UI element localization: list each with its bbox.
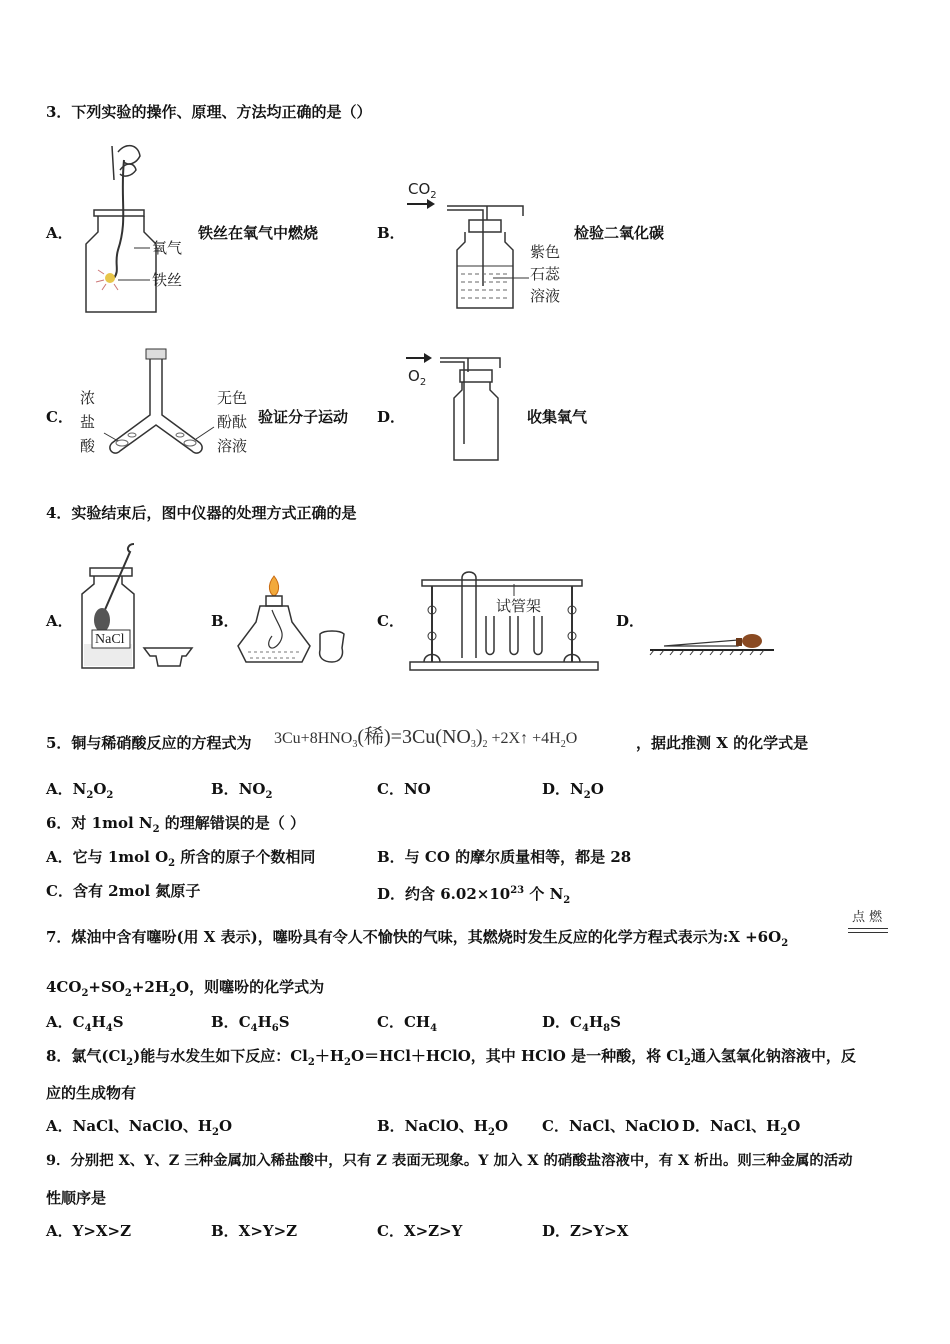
q3-a-label-oxygen: 氧气 <box>152 239 183 257</box>
q3-c-letter: C． <box>46 408 73 426</box>
q3-b-label-solution: 溶液 <box>530 287 561 305</box>
q9-option-c: C．X>Z>Y <box>377 1222 463 1240</box>
q5-option-b: B．$NO_2$ <box>211 780 273 801</box>
q9-option-a: A．Y>X>Z <box>46 1222 132 1240</box>
q3-b-label-litmus: 石蕊 <box>530 265 561 283</box>
q3-a-caption: 铁丝在氧气中燃烧 <box>198 224 319 242</box>
q3-b-gas: $CO_2$ <box>408 180 437 201</box>
q5-option-d: D．$N_2O$ <box>542 780 604 801</box>
q7-reaction-arrow-line-bottom <box>848 932 888 933</box>
q6-option-d: D．约含 $6.02\times 10^{23}$ 个 $N_2$ <box>377 885 571 906</box>
q8-stem-line2: 应的生成物有 <box>46 1084 137 1102</box>
test-tube-rack-figure <box>406 566 602 676</box>
q3-a-letter: A． <box>46 224 73 242</box>
q8-option-c: C．NaCl、NaClO <box>542 1117 680 1135</box>
q5-stem-post: ，据此推测 X 的化学式是 <box>636 734 809 752</box>
dropper-on-table-figure <box>648 628 776 656</box>
q4-a-letter: A． <box>46 612 73 630</box>
q3-c-right-3: 溶液 <box>217 437 248 455</box>
q8-stem-line1: 8．氯气$(Cl_2)$能与水发生如下反应：$Cl_2+H_2O=HCl+HClO$，其中 HClO 是一种酸，将 $Cl_2$通入氢氧化钠溶液中，反 <box>46 1047 856 1068</box>
q5-option-c: C．NO <box>377 780 431 798</box>
q7-reaction-arrow-line-top <box>848 928 888 929</box>
q6-stem: 6．对 1mol $N_2$ 的理解错误的是（ ） <box>46 814 306 835</box>
q3-a-label-iron: 铁丝 <box>152 271 183 289</box>
q8-option-d: D．NaCl、$H_2O$ <box>682 1117 801 1138</box>
nacl-reagent-bottle-figure <box>74 540 204 672</box>
q5-option-a: A．$N_2O_2$ <box>46 780 114 801</box>
q4-c-rack-label: 试管架 <box>496 597 542 615</box>
q7-option-b: B．$C_4H_6S$ <box>211 1013 290 1034</box>
q3-b-caption: 检验二氧化碳 <box>574 224 665 242</box>
q5-equation: $3Cu+8HNO_3$(稀)$=3Cu(NO_3)_2$ +2X↑ $+4H_2O$ <box>274 726 578 751</box>
q4-a-bottle-label: NaCl <box>95 632 125 647</box>
q3-c-right-1: 无色 <box>217 389 248 407</box>
q4-d-letter: D． <box>616 612 645 630</box>
q6-option-b: B．与 CO 的摩尔质量相等，都是 28 <box>377 848 632 866</box>
q5-stem-pre: 5．铜与稀硝酸反应的方程式为 <box>46 734 252 752</box>
q7-option-a: A．$C_4H_4S$ <box>46 1013 124 1034</box>
q4-b-letter: B． <box>211 612 239 630</box>
q7-condition-ignite: 点 燃 <box>852 910 883 925</box>
q8-option-b: B．NaClO、$H_2O$ <box>377 1117 509 1138</box>
q3-d-caption: 收集氧气 <box>527 408 588 426</box>
q4-c-letter: C． <box>377 612 404 630</box>
q9-option-b: B．X>Y>Z <box>211 1222 298 1240</box>
q3-c-caption: 验证分子运动 <box>258 408 349 426</box>
oxygen-collection-bottle-figure <box>404 348 514 466</box>
q3-d-letter: D． <box>377 408 406 426</box>
q3-b-letter: B． <box>377 224 405 242</box>
q3-c-left-1: 浓 <box>80 389 96 407</box>
q3-b-label-purple: 紫色 <box>530 243 561 261</box>
q9-stem-line1: 9．分别把 X、Y、Z 三种金属加入稀盐酸中，只有 Z 表面无现象。Y 加入 X 的硝酸盐溶液中，有 X 析出。则三种金属的活动 <box>46 1152 853 1169</box>
q9-option-d: D．Z>Y>X <box>542 1222 629 1240</box>
q3-c-left-3: 酸 <box>80 437 96 455</box>
q3-stem: 3．下列实验的操作、原理、方法均正确的是（） <box>46 103 372 121</box>
q6-option-a: A．它与 1mol $O_2$ 所含的原子个数相同 <box>46 848 316 869</box>
q3-c-right-2: 酚酞 <box>217 413 248 431</box>
q4-stem: 4．实验结束后，图中仪器的处理方式正确的是 <box>46 504 357 522</box>
q7-option-c: C．$CH_4$ <box>377 1013 438 1034</box>
q7-option-d: D．$C_4H_8S$ <box>542 1013 621 1034</box>
q7-stem-line1: 7．煤油中含有噻吩(用 X 表示)，噻吩具有令人不愉快的气味，其燃烧时发生反应的化学方程式表示为:X $+6O_2$ <box>46 928 789 949</box>
q3-c-left-2: 盐 <box>80 413 96 431</box>
alcohol-lamp-figure <box>236 570 356 670</box>
q7-stem-line2: $4CO_2+SO_2+2H_2O$，则噻吩的化学式为 <box>46 978 325 999</box>
q6-option-c: C．含有 2mol 氮原子 <box>46 882 201 900</box>
q8-option-a: A．NaCl、NaClO、$H_2O$ <box>46 1117 233 1138</box>
q9-stem-line2: 性顺序是 <box>46 1189 107 1207</box>
y-tube-figure <box>98 345 218 465</box>
iron-wire-combustion-figure <box>74 140 204 320</box>
q3-d-gas: $O_2$ <box>408 367 427 388</box>
